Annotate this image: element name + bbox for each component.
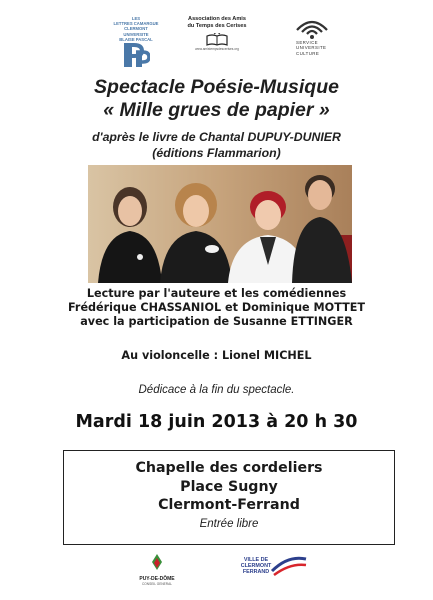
clermont-swoosh-icon	[270, 553, 308, 581]
puy-de-dome-mark-icon	[148, 553, 166, 571]
group-photo	[88, 165, 352, 283]
event-title-line1: Spectacle Poésie-Musique	[94, 76, 339, 98]
cello-credit: Au violoncelle : Lionel MICHEL	[121, 349, 312, 362]
venue-box	[63, 450, 395, 545]
clermont-ferrand-logo	[238, 553, 308, 583]
association-temps-des-cerises-logo	[182, 16, 252, 74]
suc-line: CULTURE	[296, 50, 320, 56]
bp-line: LES	[131, 16, 141, 21]
service-universite-culture-logo	[290, 16, 334, 72]
group-photo-image	[88, 165, 352, 283]
bottom-logos	[0, 553, 433, 587]
dedicace-note: Dédicace à la fin du spectacle.	[138, 384, 295, 396]
universite-blaise-pascal-logo	[112, 16, 160, 72]
assoc-name-line: du Temps des Cerises	[187, 23, 247, 29]
bp-line: BLAISE PASCAL	[119, 36, 153, 42]
event-subtitle-line2: (éditions Flammarion)	[152, 146, 281, 160]
pdd-name: PUY-DE-DÔME	[139, 576, 175, 582]
bp-line: LETTRES CAMARGUE	[113, 21, 159, 27]
suc-line: UNIVERSITE	[296, 45, 327, 51]
top-logos	[0, 16, 433, 74]
venue-name: Chapelle des cordeliers	[135, 460, 323, 476]
suc-line: SERVICE	[296, 40, 318, 45]
puy-de-dome-logo	[138, 553, 176, 586]
event-subtitle-line1: d'après le livre de Chantal DUPUY-DUNIER	[92, 130, 341, 144]
event-title-line2: « Mille grues de papier »	[103, 99, 330, 121]
credits-line1: Lecture par l'auteure et les comédiennes	[86, 287, 347, 300]
cf-line: CLERMONT	[240, 563, 272, 569]
open-book-icon	[206, 33, 228, 47]
assoc-name-line: Association des Amis	[188, 16, 246, 22]
pdd-sub: CONSEIL GENERAL	[142, 582, 172, 586]
event-date: Mardi 18 juin 2013 à 20 h 30	[75, 412, 358, 432]
bp-line: CLERMONT	[124, 26, 148, 32]
wifi-arcs-icon	[294, 16, 330, 40]
entry-note: Entrée libre	[199, 517, 259, 530]
credits-line2: Frédérique CHASSANIOL et Dominique MOTTET	[68, 301, 365, 314]
assoc-url: www.amistempsdescerises.org	[195, 47, 239, 51]
venue-city: Clermont-Ferrand	[158, 497, 300, 513]
cf-line: FERRAND	[242, 569, 270, 575]
venue-street: Place Sugny	[180, 478, 278, 495]
credits-line3: avec la participation de Susanne ETTINGER	[80, 315, 353, 328]
bp-mark-icon	[122, 42, 150, 70]
bp-line: UNIVERSITE	[123, 31, 149, 37]
cf-line: VILLE DE	[243, 557, 269, 563]
